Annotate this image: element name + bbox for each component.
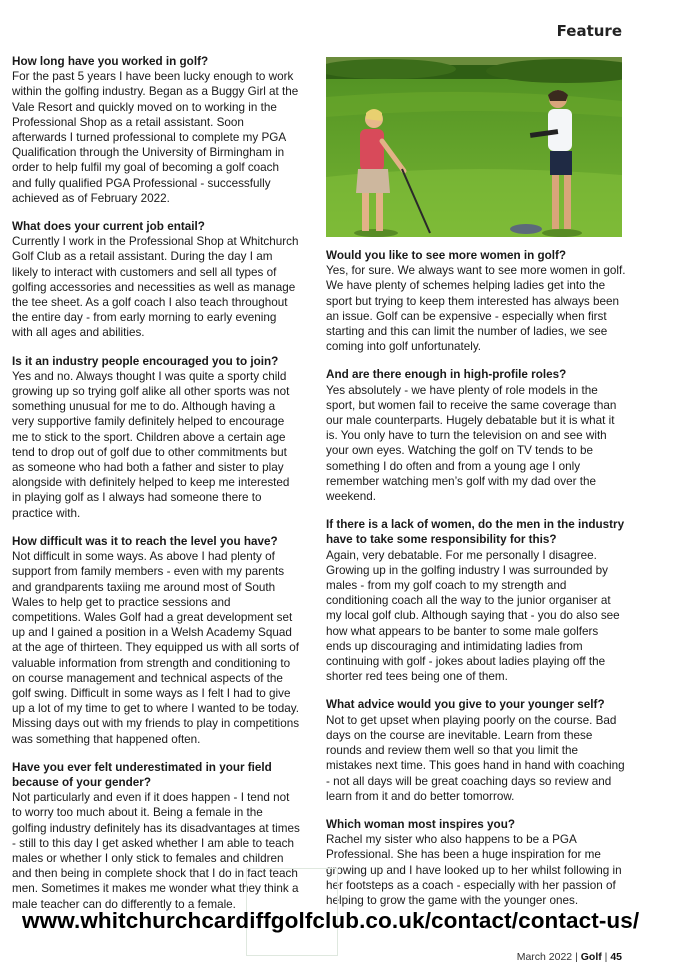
question-heading: And are there enough in high-profile roles?: [326, 368, 567, 382]
golf-coaching-photo: [326, 57, 622, 237]
question-heading: What does your current job entail?: [12, 220, 205, 234]
answer-paragraph: Currently I work in the Professional Shop at Whitchurch Golf Club as a retail assistant. During the day I am likely to interact with customers and sell all types of golfing accessories and necessities as well as manage the tee sheet. As a golf coach I also teach throughout the entire day - from early morning to early evening with all ages and abilities.: [12, 235, 299, 340]
question-heading: How difficult was it to reach the level you have?: [12, 534, 278, 548]
left-column: [12, 54, 300, 925]
answer-paragraph: Rachel my sister who also happens to be a PGA Professional. She has been a huge inspiration for me growing up and I have looked up to her whilst following in her footsteps as a coach - especially with her passion of helping to grow the game with the younger ones.: [326, 833, 622, 907]
answer-paragraph: Yes and no. Always thought I was quite a sporty child growing up so trying golf alike all other sports was not something unusual for me to do. Although having a very supportive family definitely helped to encourage me to stick to the sport. Children above a certain age tend to drop out of golf due to other commitments but as someone who had both a father and sister to play alongside with definitely helped to keep me interested in playing golf as I always had someone there to practice with.: [12, 369, 290, 520]
question-heading: Would you like to see more women in golf?: [326, 249, 567, 262]
answer-paragraph: Not to get upset when playing poorly on the course. Bad days on the course are inevitable. Learn from these rounds and review them well so that you limit the mistakes next time. This goes hand in hand with coaching - not all days will be great coaching days so review and learn from it and do better tomorrow.: [326, 713, 625, 803]
section-label: Feature: [556, 22, 622, 40]
footer-separator: |: [575, 951, 578, 963]
answer-paragraph: Yes absolutely - we have plenty of role models in the sport, but women fail to receive the same coverage than our male counterparts. Hugely debatable but it is what it is. You only have to turn the television on and see with your own eyes. Watching the golf on TV tends to be something I do often and from a young age I only remember watching men’s golf with my dad over the weekend.: [326, 383, 617, 504]
contact-url-link[interactable]: www.whitchurchcardiffgolfclub.co.uk/contact/contact-us/: [22, 908, 640, 933]
question-heading: How long have you worked in golf?: [12, 55, 209, 68]
question-heading: If there is a lack of women, do the men in the industry have to take some responsibility for this?: [326, 518, 625, 547]
answer-paragraph: Not particularly and even if it does happen - I tend not to worry too much about it. Being a female in the golfing industry definitely has its disadvantages at times - still to this day I get asked whether I am able to teach males or whether I only stick to females and children and then being in complete shock that I do in fact teach men. Sometimes it makes me wonder what they think a male teacher can do differently to a female.: [12, 791, 300, 911]
question-heading: Which woman most inspires you?: [326, 817, 515, 831]
qa-block: [12, 219, 300, 341]
answer-paragraph: Yes, for sure. We always want to see more women in golf. We have plenty of schemes helping ladies get into the sport but trying to keep them interested has always been an issue. Golf can be expensive - especially when first starting and this can limit the number of ladies, we see coming into golf unfortunately.: [326, 264, 626, 354]
qa-block: [326, 697, 626, 803]
page-footer: [517, 951, 622, 963]
qa-block: [12, 534, 300, 747]
qa-block: [326, 817, 626, 908]
right-column: [326, 248, 626, 921]
question-heading: What advice would you give to your younger self?: [326, 698, 605, 712]
question-heading: Have you ever felt underestimated in your field because of your gender?: [12, 760, 272, 789]
answer-paragraph: Not difficult in some ways. As above I had plenty of support from family members - even with my parents and grandparents taxiing me around most of South Wales to help get to practice sessions and competitions. Wales Golf had a great development set up and I gained a position in a Welsh Academy Squad at the age of thirteen. They equipped us with all sorts of valuable information from strength and conditioning to on course management and technical aspects of the golf swing. Difficult in some ways as I felt I had to give up a lot of my time to get to where I wanted to be today. Missing days out with my friends to play in competitions was something that happened often.: [12, 550, 300, 746]
answer-paragraph: Again, very debatable. For me personally I disagree. Growing up in the golfing industry I was surrounded by males - from my golf coach to my strength and conditioning coach all the way to the junior organiser at my local golf club. Although saying that - you do also see how what appears to be banter to some male golfers ends up discouraging and intimidating ladies from continuing with golf - jokes about ladies playing off the shorter red tees being one of them.: [326, 548, 620, 684]
qa-block: [12, 54, 300, 206]
qa-block: [12, 354, 300, 521]
page-number: 45: [610, 951, 622, 963]
qa-block: [326, 248, 626, 354]
magazine-name: Golf: [580, 951, 602, 963]
answer-paragraph: For the past 5 years I have been lucky enough to work within the golfing industry. Began as a Buggy Girl at the Vale Resort and quickly moved on to working in the Professional Shop as a retail assistant. Soon afterwards I turned professional to complete my PGA Qualification through the University of Birmingham in order to help fulfil my goal of becoming a golf coach and fully qualified PGA Professional - successfully achieved as of February 2022.: [12, 70, 299, 205]
qa-block: [326, 367, 626, 504]
question-heading: Is it an industry people encouraged you to join?: [12, 354, 279, 368]
qa-block: [326, 517, 626, 684]
issue-date: March 2022: [516, 951, 573, 963]
footer-separator: |: [604, 951, 608, 963]
